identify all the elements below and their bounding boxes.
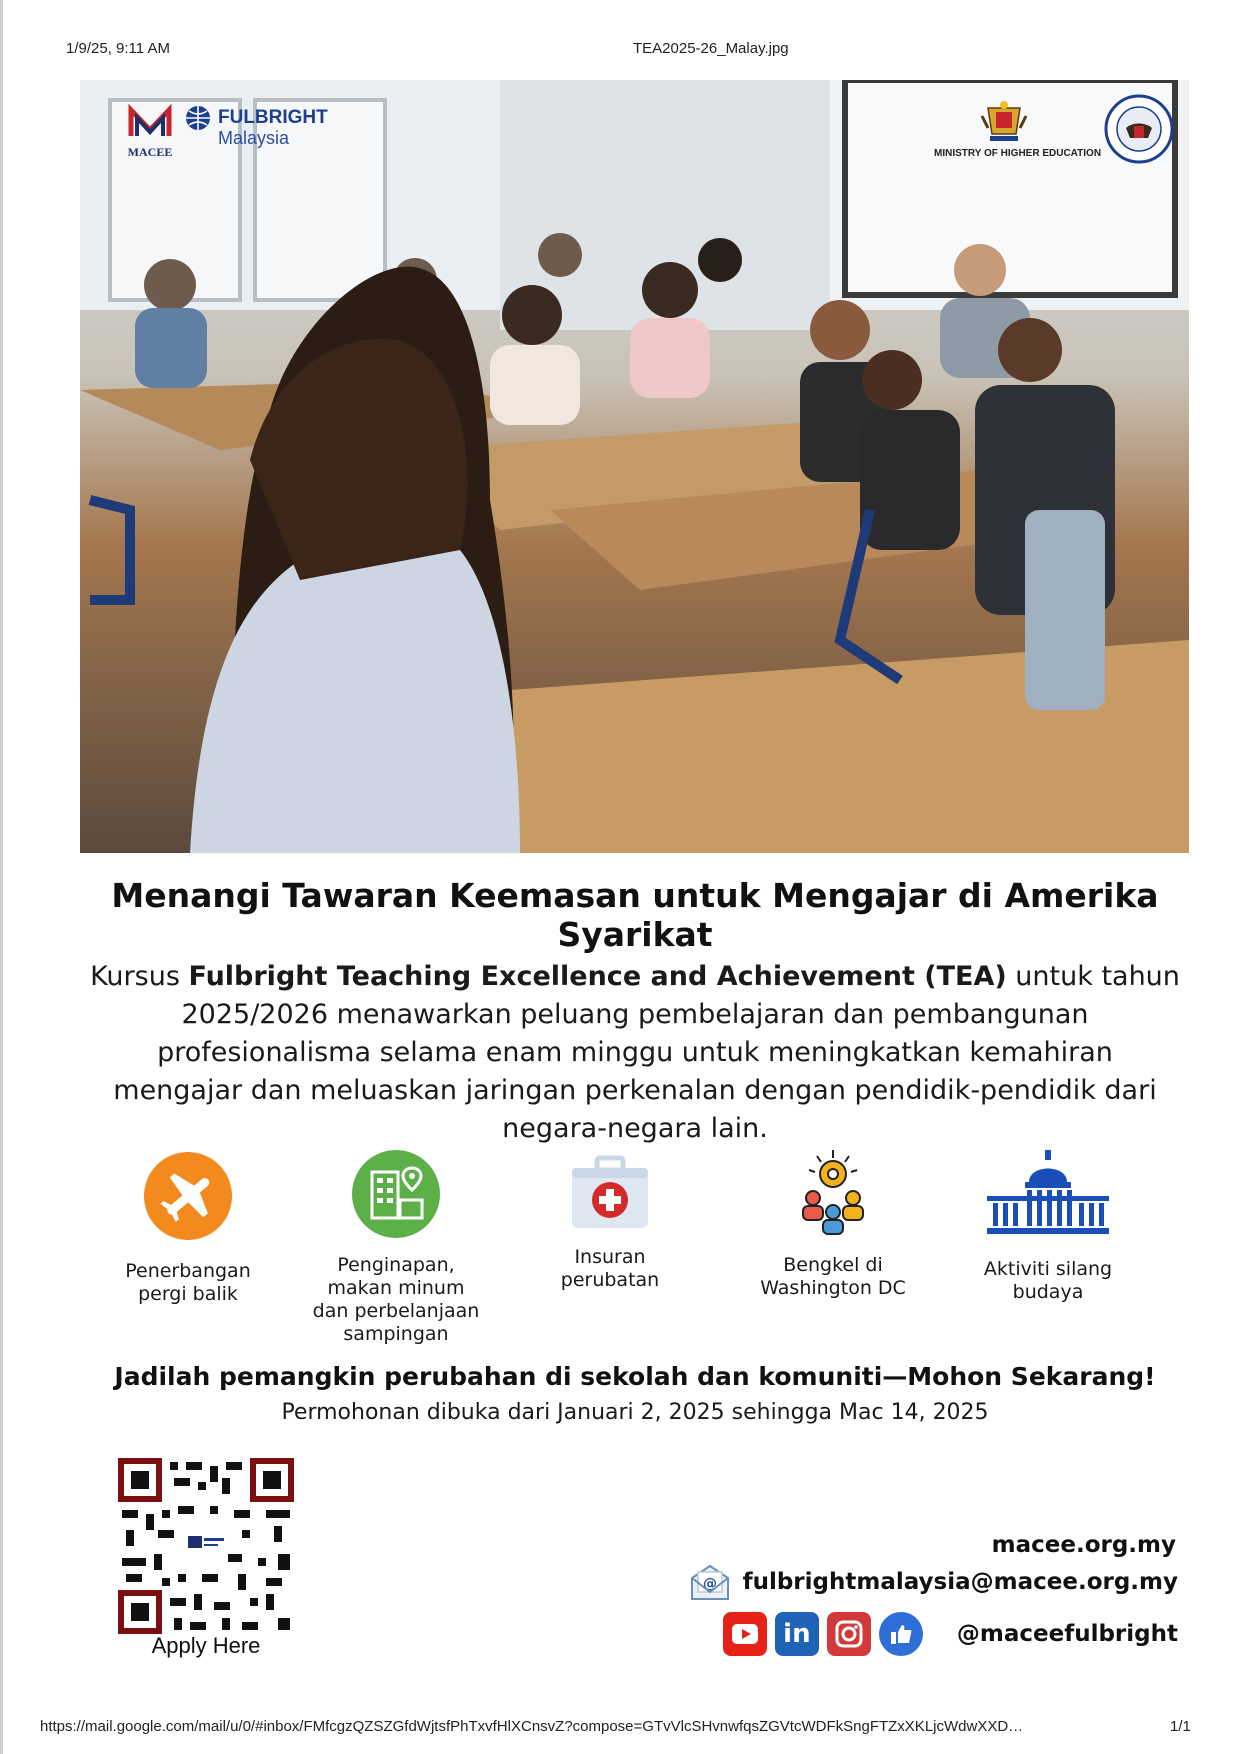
instagram-icon[interactable] (827, 1612, 871, 1656)
svg-text:@: @ (702, 1576, 717, 1592)
apply-here-label: Apply Here (151, 1633, 261, 1658)
intro-paragraph (90, 958, 1180, 1148)
intro-lead: Kursus (90, 961, 189, 992)
print-filename: TEA2025-26_Malay.jpg (633, 40, 789, 57)
benefit-label: Penerbangan pergi balik (125, 1260, 251, 1305)
classroom-illustration (80, 80, 1189, 853)
youtube-icon[interactable] (723, 1612, 767, 1656)
email-contact (689, 1560, 1178, 1604)
benefit-label: Bengkel di Washington DC (760, 1254, 906, 1299)
benefit-culture (948, 1148, 1148, 1304)
macee-logo-text: MACEE (127, 145, 173, 159)
airplane-icon (142, 1150, 234, 1242)
linkedin-icon[interactable]: in (775, 1612, 819, 1656)
intro-program: Fulbright Teaching Excellence and Achievement (TEA) (188, 961, 1007, 992)
classroom-photo (80, 80, 1189, 853)
malaysia-crest-logo (978, 100, 1030, 144)
benefit-insurance (510, 1148, 710, 1292)
facebook-like-icon[interactable] (879, 1612, 923, 1656)
email-link[interactable]: fulbrightmalaysia@macee.org.my (742, 1569, 1178, 1595)
medical-kit-icon (564, 1148, 656, 1240)
benefit-flights (88, 1150, 288, 1306)
headline: Menangi Tawaran Keemasan untuk Mengajar di Amerika Syarikat (111, 876, 1159, 954)
application-dates: Permohonan dibuka dari Januari 2, 2025 sehingga Mac 14, 2025 (281, 1400, 989, 1425)
social-handle[interactable]: @maceefulbright (956, 1621, 1178, 1647)
social-links (723, 1610, 1178, 1658)
benefit-workshop (733, 1148, 933, 1300)
lodging-icon (350, 1148, 442, 1240)
us-embassy-seal-logo (1104, 94, 1174, 164)
fulbright-logo-country: Malaysia (218, 128, 290, 148)
fulbright-globe-icon (185, 105, 211, 131)
capitol-icon (983, 1148, 1113, 1240)
email-envelope-icon (689, 1562, 731, 1602)
fulbright-logo (218, 108, 328, 148)
print-url: https://mail.google.com/mail/u/0/#inbox/FMfcgzQZSZGfdWjtsfPhTxvfHlXCnsvZ?compose=GTvVlcSHvnwfqsZGVtcWDFkSngFTZxXKLjcWdwXXD… (40, 1718, 1024, 1735)
fulbright-logo-name: FULBRIGHT (218, 107, 328, 128)
page-edge (0, 0, 3, 1754)
website-link[interactable]: macee.org.my (991, 1532, 1176, 1558)
qr-code[interactable] (118, 1458, 294, 1634)
print-datetime: 1/9/25, 9:11 AM (66, 40, 170, 57)
intro-rest: untuk tahun 2025/2026 menawarkan peluang pembelajaran dan pembangunan profesionalisma selama enam minggu untuk meningkatkan kemahiran mengajar dan meluaskan jaringan perkenalan dengan pendidik-pendidik dari negara-negara lain. (113, 961, 1180, 1144)
benefit-label: Penginapan, makan minum dan perbelanjaan sampingan (312, 1254, 480, 1345)
benefit-label: Insuran perubatan (560, 1246, 660, 1291)
benefit-lodging (296, 1148, 496, 1346)
print-page-number: 1/1 (1170, 1718, 1191, 1735)
benefit-label: Aktiviti silang budaya (983, 1258, 1113, 1303)
workshop-icon (787, 1148, 879, 1240)
call-to-action: Jadilah pemangkin perubahan di sekolah dan komuniti—Mohon Sekarang! (114, 1362, 1156, 1391)
ministry-label: MINISTRY OF HIGHER EDUCATION (934, 148, 1102, 159)
